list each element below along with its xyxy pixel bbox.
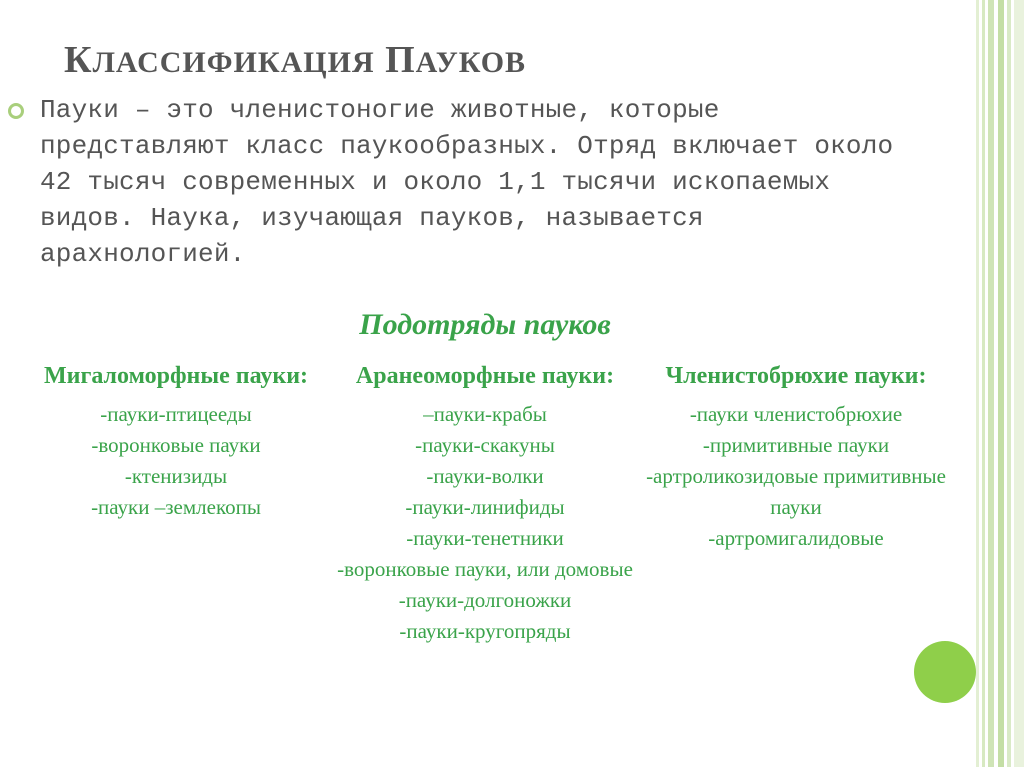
column-heading: Членистобрюхие пауки: — [665, 363, 927, 389]
column-araneomorphae — [330, 360, 640, 647]
column-heading: Мигаломорфные пауки: — [43, 363, 309, 389]
list-item: –пауки-крабы — [423, 402, 547, 426]
decorative-circle — [914, 641, 976, 703]
list-item: -пауки-долгоножки — [398, 588, 572, 612]
list-item: -воронковые пауки, или домовые — [337, 557, 633, 581]
list-item: -пауки членистобрюхие — [689, 402, 903, 426]
list-item: -пауки-тенетники — [406, 526, 564, 550]
list-item: -пауки-линифиды — [405, 495, 565, 519]
list-item: -пауки-скакуны — [415, 433, 555, 457]
stripe — [982, 0, 985, 767]
list-item: -пауки-волки — [426, 464, 544, 488]
list-item: -пауки-птицееды — [100, 402, 252, 426]
column-mygalomorphae — [20, 360, 332, 523]
list-item: -артромигалидовые — [708, 526, 884, 550]
bullet-icon — [8, 103, 24, 119]
column-mesothelae — [638, 360, 954, 554]
subtitle: Подотряды пауков — [359, 308, 611, 341]
column-list — [330, 399, 640, 647]
column-heading: Аранеоморфные пауки: — [355, 363, 615, 389]
intro-block — [40, 92, 920, 272]
stripe — [1014, 0, 1024, 767]
column-list — [20, 399, 332, 523]
list-item: -артроликозидовые примитивные пауки — [646, 464, 946, 519]
column-list — [638, 399, 954, 554]
list-item: -примитивные пауки — [702, 433, 890, 457]
intro-text: Пауки – это членистоногие животные, которые представляют класс паукообразных. Отряд включает около 42 тысяч современных и около 1,1 тысячи ископаемых видов. Наука, изучающая пауков, называется арахнологией. — [40, 95, 894, 269]
stripe — [976, 0, 979, 767]
list-item: -ктенизиды — [124, 464, 228, 488]
list-item: -пауки-кругопряды — [399, 619, 571, 643]
stripe — [1007, 0, 1011, 767]
slide-title: КЛАССИФИКАЦИЯ ПАУКОВ — [64, 39, 527, 81]
list-item: -пауки –землекопы — [91, 495, 261, 519]
decorative-stripes — [976, 0, 1024, 767]
stripe — [998, 0, 1004, 767]
stripe — [988, 0, 994, 767]
list-item: -воронковые пауки — [91, 433, 261, 457]
